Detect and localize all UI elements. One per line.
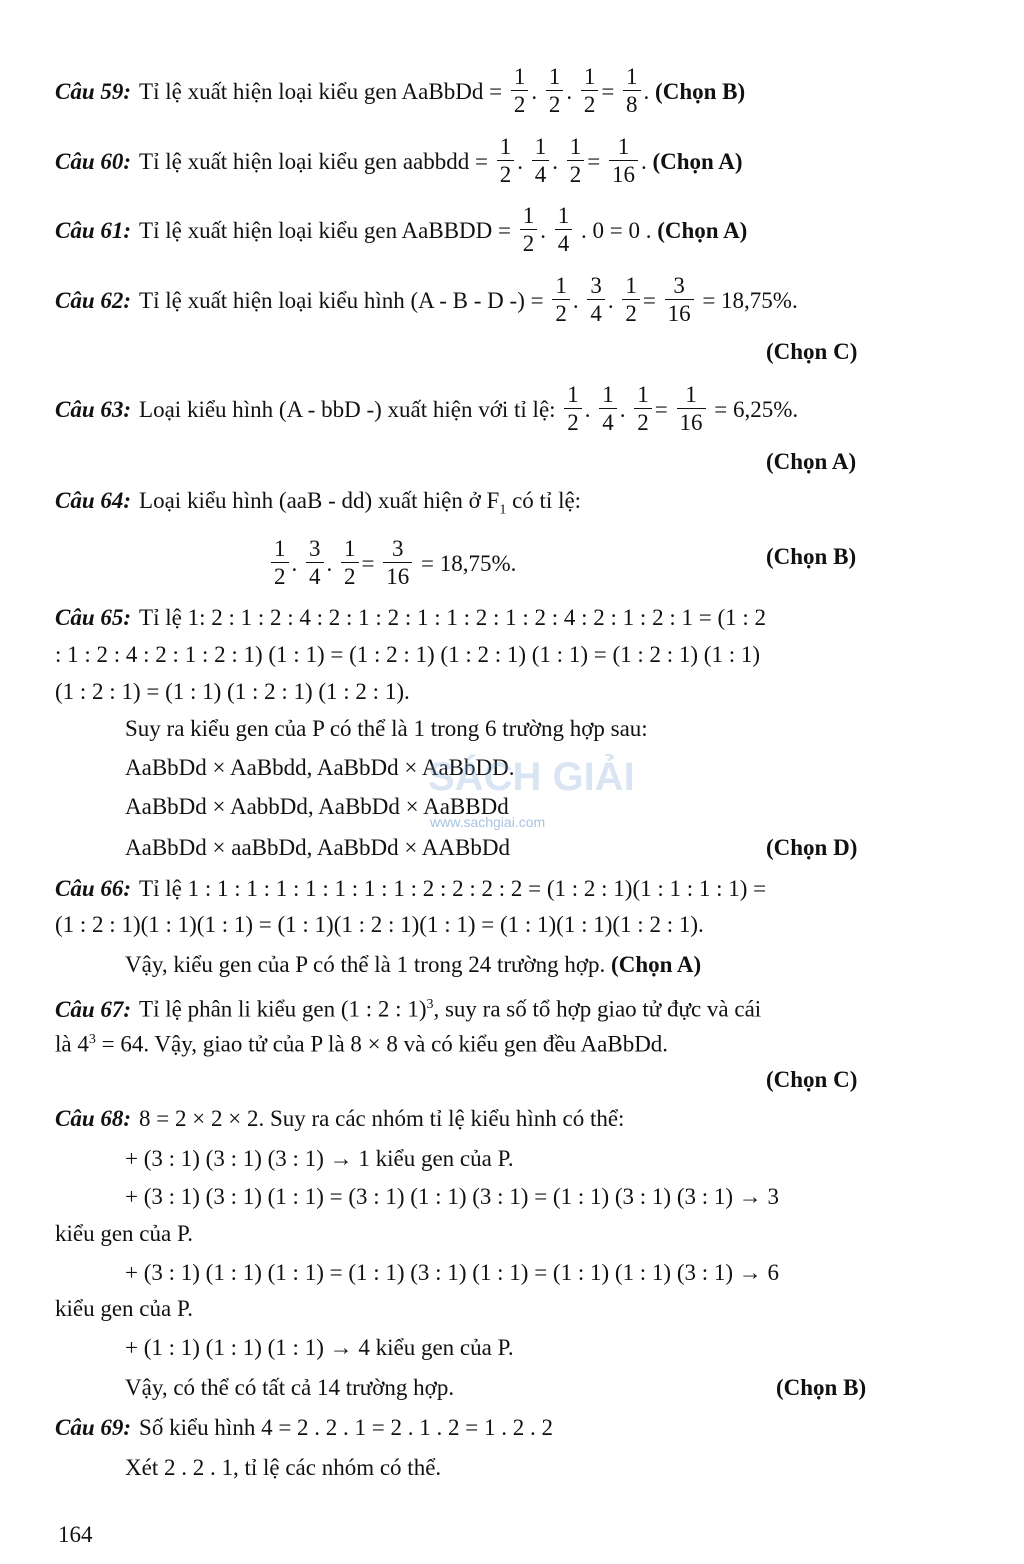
- fraction: $\frac{3}{16}$: [665, 273, 694, 328]
- text-fragment: là 4: [55, 1031, 89, 1057]
- text-line: kiểu gen của P.: [55, 1296, 193, 1321]
- question-text: Tỉ lệ xuất hiện loại kiểu gen aabbdd =: [139, 148, 488, 174]
- question-63: Câu 63: Loại kiểu hình (A - bbD -) xuất hiện với tỉ lệ: $\frac{1}{2}$ . $\frac{1}{4}$ . $\frac{1}{2}$ = $\frac{1}{16}$ = 6,25%.: [55, 382, 799, 435]
- fraction: $\frac{1}{2}$: [552, 273, 570, 328]
- question-64-equation: $\frac{1}{2}$ . $\frac{3}{4}$ . $\frac{1}{2}$ = $\frac{3}{16}$ = 18,75%.: [268, 538, 516, 593]
- question-text: Tỉ lệ xuất hiện loại kiểu gen AaBBDD =: [139, 217, 511, 243]
- question-text: Số kiểu hình 4 = 2 . 2 . 1 = 2 . 1 . 2 = 1 . 2 . 2: [139, 1415, 553, 1440]
- question-text: Tỉ lệ xuất hiện loại kiểu gen AaBbDd =: [139, 78, 503, 104]
- text-line: : 1 : 2 : 4 : 2 : 1 : 2 : 1) (1 : 1) = (1 : 2 : 1) (1 : 2 : 1) (1 : 1) = (1 : 2 : 1) (1 : 1): [55, 642, 761, 667]
- answer-choice: (Chọn C): [766, 339, 858, 364]
- answer-choice: (Chọn B): [766, 544, 857, 569]
- question-62: Câu 62: Tỉ lệ xuất hiện loại kiểu hình (A - B - D -) = $\frac{1}{2}$ . $\frac{3}{4}$ . $\frac{1}{2}$ = $\frac{3}{16}$ = 18,75%.: [55, 273, 798, 326]
- answer-choice: (Chọn B): [776, 1375, 867, 1400]
- fraction: $\frac{1}{2}$: [581, 64, 599, 119]
- equation-tail: = 18,75%.: [702, 287, 798, 313]
- fraction: $\frac{1}{2}$: [520, 203, 538, 258]
- question-61: Câu 61: Tỉ lệ xuất hiện loại kiểu gen AaBBDD = $\frac{1}{2}$ . $\frac{1}{4}$ . 0 = 0 . (Chọn A): [55, 203, 748, 256]
- question-text: Tỉ lệ 1 : 1 : 1 : 1 : 1 : 1 : 1 : 1 : 2 : 2 : 2 : 2 = (1 : 2 : 1)(1 : 1 : 1 : 1) =: [139, 876, 767, 901]
- svg-text:SÁCH GIẢI: SÁCH GIẢI: [428, 755, 635, 799]
- fraction: $\frac{1}{2}$: [564, 382, 582, 437]
- fraction: $\frac{1}{4}$: [532, 134, 550, 189]
- question-text: Tỉ lệ 1: 2 : 1 : 2 : 4 : 2 : 1 : 2 : 1 : 1 : 2 : 1 : 2 : 4 : 2 : 1 : 2 : 1 = (1 : 2: [139, 605, 766, 630]
- question-69: [55, 1413, 553, 1443]
- fraction: $\frac{1}{2}$: [497, 134, 515, 189]
- text-line: Vậy, có thể có tất cả 14 trường hợp.: [125, 1375, 455, 1400]
- question-label: Câu 64:: [55, 488, 132, 513]
- question-label: Câu 66:: [55, 876, 132, 901]
- text-line: [125, 950, 701, 980]
- equation-tail: . 0 = 0 .: [581, 217, 652, 243]
- genotype-pair: AaBbDd × aaBbDd, AaBbDd × AABbDd: [125, 835, 510, 860]
- question-68: [55, 1104, 624, 1134]
- genotype-pair: AaBbDd × AaBbdd, AaBbDd × AaBbDD.: [125, 755, 515, 780]
- question-label: Câu 69:: [55, 1415, 132, 1440]
- subscript: 1: [499, 502, 507, 518]
- question-text: Loại kiểu hình (aaB - dd) xuất hiện ở F: [139, 488, 500, 513]
- answer-choice: (Chọn D): [766, 835, 858, 860]
- genotype-pair: AaBbDd × AabbDd, AaBbDd × AaBBDd: [125, 794, 509, 819]
- question-label: Câu 65:: [55, 605, 132, 630]
- fraction: $\frac{1}{16}$: [677, 382, 706, 437]
- fraction: $\frac{3}{4}$: [306, 536, 324, 591]
- question-label: Câu 59:: [55, 78, 132, 104]
- question-64: [55, 486, 581, 526]
- answer-choice: (Chọn A): [652, 148, 743, 174]
- superscript: 3: [426, 997, 434, 1012]
- question-label: Câu 60:: [55, 148, 132, 174]
- question-label: Câu 67:: [55, 996, 132, 1022]
- text-line: + (3 : 1) (1 : 1) (1 : 1) = (1 : 1) (3 : 1) (1 : 1) = (1 : 1) (1 : 1) (3 : 1) → 6: [125, 1260, 780, 1285]
- question-text: Tỉ lệ xuất hiện loại kiểu hình (A - B - D -) =: [139, 287, 544, 313]
- equation-tail: = 6,25%.: [714, 396, 799, 422]
- question-text: Tỉ lệ phân li kiểu gen (1 : 2 : 1): [139, 996, 427, 1022]
- answer-choice: (Chọn B): [655, 78, 746, 104]
- question-59: Câu 59: Tỉ lệ xuất hiện loại kiểu gen AaBbDd = $\frac{1}{2}$ . $\frac{1}{2}$ . $\frac{1}{2}$ = $\frac{1}{8}$ . (Chọn B): [55, 64, 746, 117]
- text-line: + (3 : 1) (3 : 1) (3 : 1) → 1 kiểu gen của P.: [125, 1146, 514, 1171]
- text-line: [55, 1025, 668, 1060]
- fraction: $\frac{1}{2}$: [622, 273, 640, 328]
- fraction: $\frac{1}{16}$: [609, 134, 638, 189]
- question-60: Câu 60: Tỉ lệ xuất hiện loại kiểu gen aabbdd = $\frac{1}{2}$ . $\frac{1}{4}$ . $\frac{1}{2}$ = $\frac{1}{16}$ . (Chọn A): [55, 134, 743, 187]
- fraction: $\frac{1}{2}$: [567, 134, 585, 189]
- question-label: Câu 61:: [55, 217, 132, 243]
- watermark-url: www.sachgiai.com: [430, 814, 546, 830]
- conclusion-text: Vậy, kiểu gen của P có thể là 1 trong 24 trường hợp.: [125, 952, 606, 977]
- answer-choice: (Chọn A): [766, 449, 857, 474]
- answer-choice: (Chọn A): [657, 217, 748, 243]
- text-line: (1 : 2 : 1) = (1 : 1) (1 : 2 : 1) (1 : 2 : 1).: [55, 679, 410, 704]
- question-label: Câu 62:: [55, 287, 132, 313]
- question-67: [55, 990, 761, 1025]
- page-number: 164: [58, 1522, 93, 1547]
- fraction: $\frac{1}{4}$: [555, 203, 573, 258]
- text-line: (1 : 2 : 1)(1 : 1)(1 : 1) = (1 : 1)(1 : 2 : 1)(1 : 1) = (1 : 1)(1 : 1)(1 : 2 : 1).: [55, 912, 704, 937]
- text-fragment: = 64. Vậy, giao tử của P là 8 × 8 và có kiểu gen đều AaBbDd.: [95, 1031, 669, 1057]
- fraction: $\frac{1}{2}$: [546, 64, 564, 119]
- text-line: kiểu gen của P.: [55, 1221, 193, 1246]
- question-text-cont: có tỉ lệ:: [506, 488, 582, 513]
- fraction: $\frac{1}{4}$: [599, 382, 617, 437]
- fraction: $\frac{3}{4}$: [587, 273, 605, 328]
- question-66: [55, 874, 766, 904]
- fraction: $\frac{3}{16}$: [383, 536, 412, 591]
- text-line: + (1 : 1) (1 : 1) (1 : 1) → 4 kiểu gen của P.: [125, 1335, 514, 1360]
- question-label: Câu 68:: [55, 1106, 132, 1131]
- question-text-cont: , suy ra số tổ hợp giao tử đực và cái: [433, 996, 762, 1022]
- answer-choice: (Chọn A): [611, 952, 702, 977]
- text-line: Xét 2 . 2 . 1, tỉ lệ các nhóm có thể.: [125, 1455, 442, 1480]
- fraction: $\frac{1}{2}$: [634, 382, 652, 437]
- answer-choice: (Chọn C): [766, 1067, 858, 1092]
- question-text: Loại kiểu hình (A - bbD -) xuất hiện với tỉ lệ:: [139, 396, 556, 422]
- text-line: Suy ra kiểu gen của P có thể là 1 trong 6 trường hợp sau:: [125, 716, 648, 741]
- equation-tail: = 18,75%.: [420, 550, 517, 576]
- superscript: 3: [88, 1032, 96, 1047]
- question-text: 8 = 2 × 2 × 2. Suy ra các nhóm tỉ lệ kiểu hình có thể:: [139, 1106, 625, 1131]
- question-65: [55, 603, 766, 633]
- fraction: $\frac{1}{2}$: [511, 64, 529, 119]
- fraction: $\frac{1}{8}$: [623, 64, 641, 119]
- fraction: $\frac{1}{2}$: [341, 536, 359, 591]
- text-line: + (3 : 1) (3 : 1) (1 : 1) = (3 : 1) (1 : 1) (3 : 1) = (1 : 1) (3 : 1) (3 : 1) → 3: [125, 1184, 780, 1209]
- fraction: $\frac{1}{2}$: [271, 536, 289, 591]
- question-label: Câu 63:: [55, 396, 132, 422]
